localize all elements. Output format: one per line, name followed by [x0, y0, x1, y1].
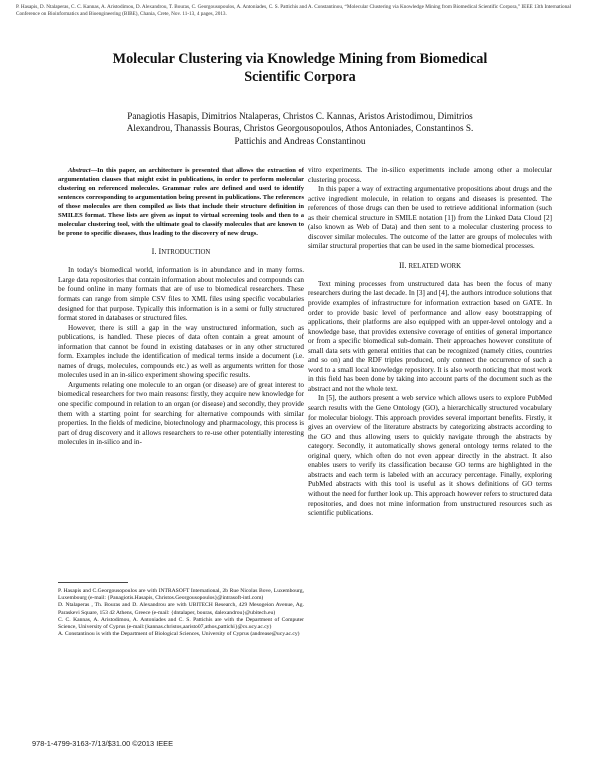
- citation-header: P. Hasapis, D. Ntalaperas, C. C. Kannas, A. Aristodimou, D. Alexandrou, T. Bouras, C. Georgousopoulos, A. Antoniades, C. S. Pattichis and A. Constantinou, “Molecular Clustering via Knowledge Mining from Biomedical Scientific Corpora,” IEEE 13th International Conference on Bioinformatics and Bioengineering (BIBE), Chania, Crete, Nov. 11-13, 4 pages, 2013.: [16, 4, 571, 17]
- footnote-2: D. Ntalaperas , Th. Bouras and D. Alexandrou are with UBITECH Research, 429 Mesogeion Avenue, Ag. Paraskevi Square, 153 42 Athens, Greece (e-mail: {dntalaper, bouras, dalexandrou}@ubitech.eu): [58, 602, 304, 616]
- footnote-3: C. C. Kannas, A. Aristodimou, A. Antoniades and C. S. Pattichis are with the Department of Computer Science, University of Cyprus (e-mail:{kannas.christos,aaristo07,athos,pattichi}@cs.ucy.ac.cy): [58, 616, 304, 631]
- intro-paragraph-3: Arguments relating one molecule to an organ (or disease) are of great interest to biomedical researchers for two main reasons: firstly, they acquire new knowledge for one specific compound in relation to an organ (or disease) and secondly, they provide them with a starting point for searching for alternative compounds with similar properties. In the fields of medicine, biotechnology and pharmacology, this process is part of drug discovery and it allows researchers to re-use other potentially interesting molecules in in-silico and in-: [58, 380, 304, 447]
- isbn-copyright: 978-1-4799-3163-7/13/$31.00 ©2013 IEEE: [32, 739, 174, 748]
- section-number: II.: [398, 260, 407, 270]
- authors-line-2: Alexandrou, Thanassis Bouras, Christos Georgousopoulos, Athos Antoniades, Constantinos S.: [126, 123, 474, 134]
- left-column: [58, 166, 304, 448]
- section-title: RELATED WORK: [408, 262, 462, 270]
- intro-paragraph-2: However, there is still a gap in the way unstructured information, such as publications, is handled. These pieces of data often contain a great amount of information that cannot be found in existing databases or in any other structured form. Examples include the identification of medical terms inside a document (i.e. names of drugs, molecules, compounds etc.) as well as arguments written for those molecules used in an in-silico experiment showing specific results.: [58, 323, 304, 380]
- footnote-4: A. Constantinou is with the Department of Biological Sciences, University of Cyprus (andrease@ucy.ac.cy): [58, 631, 300, 638]
- intro-continuation: vitro experiments. The in-silico experiments include among other a molecular clustering process.: [308, 166, 552, 184]
- footnote-1: P. Hasapis and C.Georgousopoulos are with INTRASOFT International, 2b Rue Nicolas Bove, Luxembourg, Luxembourg (e-mail: {Panagiotis.Hasapis, Christos.Georgousopoulos}@intrasoft-intl.com): [58, 588, 304, 602]
- title-line-1: Molecular Clustering via Knowledge Mining from Biomedical: [112, 51, 488, 67]
- related-paragraph-1: Text mining processes from unstructured data has been the focus of many researchers during the last decade. In [3] and [4], the authors introduce solutions that provide examples of infrastructure for information extraction based on GATE. In order to provide basic level of performance and allow easy bootstrapping of applications, their platforms are also equipped with an upper-level ontology and a knowledge base, that provides extensive coverage of entities of general importance or from a specific biomedical sub-domain. Their approaches however constitute of small data sets with general entities that can be recognized (namely cities, countries and so on) and the RDF triples produced, only connect the occurrence of such a word to a small local knowledge repository. It is also worth noticing that most work in this field has been done by taking into account parts of the document such as the abstract and not the whole text.: [308, 279, 552, 393]
- section-title-initial: I: [158, 247, 162, 257]
- section-number: I.: [151, 247, 157, 257]
- authors-line-1: Panagiotis Hasapis, Dimitrios Ntalaperas, Christos C. Kannas, Aristos Aristodimou, Dimitrios: [127, 111, 473, 121]
- intro-paragraph-1: In today's biomedical world, information is in abundance and in many forms. Large data repositories that contain information about molecules and compounds can be found online in many formats that are of use to biomedical researchers. These formats can range from simple CSV files to XML files using specific vocabularies designed for that purpose. Typically this information is in a semi or fully structured format stored in databases or structured files.: [58, 266, 304, 323]
- section-heading-related-work: [308, 261, 552, 272]
- abstract: [58, 166, 304, 238]
- author-affiliations: [58, 588, 304, 638]
- authors-line-3: Pattichis and Andreas Constantinou: [234, 135, 366, 146]
- right-column: [308, 166, 552, 519]
- author-list: [70, 110, 530, 147]
- paper-title: [40, 50, 560, 86]
- abstract-text: —In this paper, an architecture is presented that allows the extraction of argumentation clauses that might exist in publications, in order to perform molecular clustering on referenced molecules. Grammar rules are defined and used to identify sentences corresponding to argumentation being present in publications. The references of those molecules are then compiled as lists that include their structure definition in SMILES format. These lists are given as input to virtual screening tools and then to a molecular clustering tool, with the ultimate goal to classify molecules that are known to be prone to specific diseases, thus leading to the discovery of new drugs.: [58, 167, 304, 238]
- abstract-label: Abstract: [68, 167, 91, 174]
- section-heading-introduction: [58, 247, 304, 258]
- intro-paragraph-4: In this paper a way of extracting argumentative propositions about drugs and the active ingredient molecule, in relation to organs and diseases is presented. The references of those drugs can then be used to retrieve additional information (such as their chemical structure in SMILE notation [1]) from the Linked Data Cloud [2] (also known as Web of Data) and then sent to a molecular clustering process to discover similar molecules. The outcome of the latter are groups of molecules with similar structural properties that can be used in the same biomedical processes.: [308, 185, 552, 251]
- footnote-divider: [58, 582, 128, 583]
- related-paragraph-2: In [5], the authors present a web service which allows users to explore PubMed search results with the Gene Ontology (GO), a hierarchically structured vocabulary for molecular biology. This approach provides several important benefits. Firstly, it gives an overview of the literature abstracts by categorizing abstracts according to the GO and thus allowing users to quickly navigate through the abstracts by category. Secondly, it automatically shows general ontology terms related to the original query, which often do not even appear directly in the abstract. It also enables users to verify its classification because GO terms are highlighted in the abstracts and each term is labeled with an accuracy percentage. Finally, exploring PubMed abstracts with this tool is useful as it shows definitions of GO terms without the need for further look up. This approach however refers to structured data repositories, and does not mine information from unstructured resources such as scientific publications.: [308, 394, 552, 518]
- title-line-2: Scientific Corpora: [244, 69, 356, 85]
- section-title-rest: NTRODUCTION: [161, 249, 211, 257]
